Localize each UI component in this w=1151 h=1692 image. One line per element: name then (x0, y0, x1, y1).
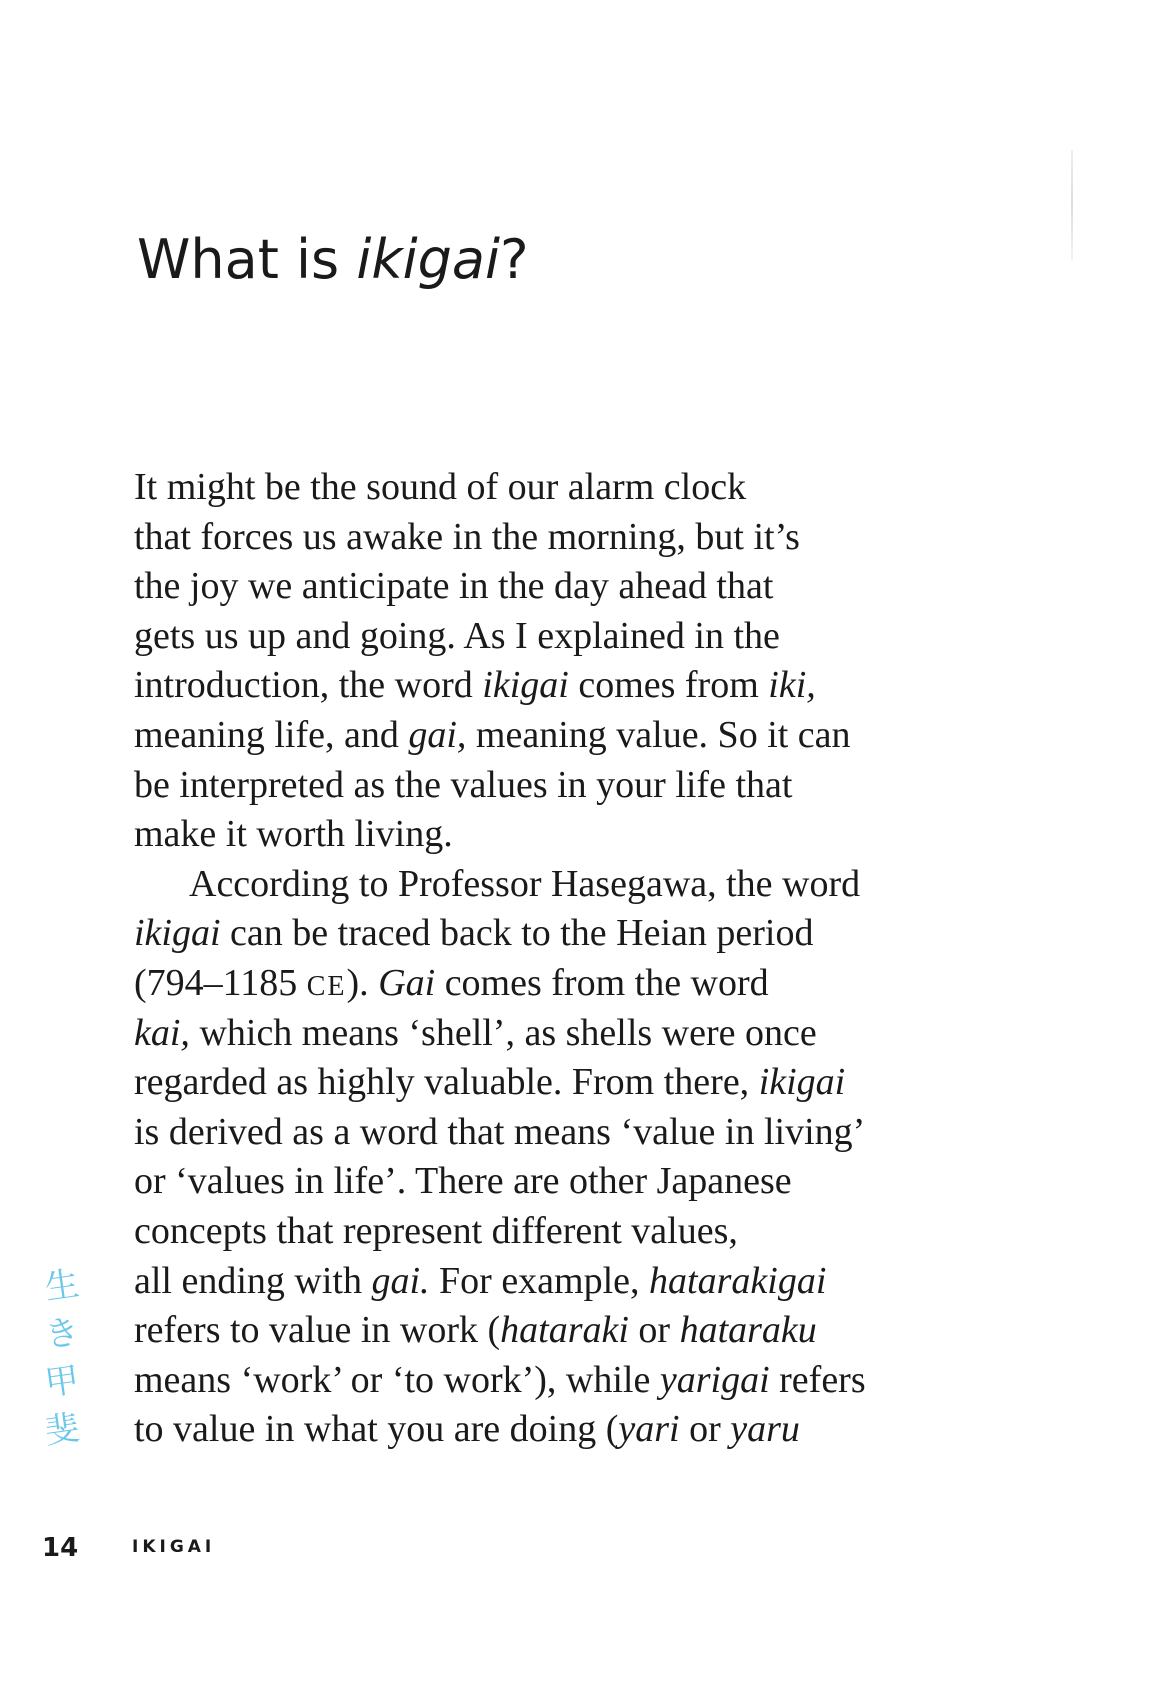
text-span: introduction, the word (134, 664, 483, 707)
text-span: (794–1185 (134, 961, 307, 1004)
text-span: or (628, 1309, 680, 1352)
text-line (134, 711, 1034, 761)
margin-kanji (40, 1262, 84, 1454)
text-span: meaning life, and (134, 713, 409, 756)
text-line (134, 810, 1034, 860)
text-span: make it worth living. (134, 813, 453, 856)
era-abbreviation: CE (306, 970, 347, 1002)
text-span: gets us up and going. As I explained in the (134, 614, 780, 657)
page-edge-mark (1071, 150, 1073, 260)
text-span: or ‘values in life’. There are other Japanese (134, 1160, 792, 1203)
italic-term: ikigai (482, 664, 569, 707)
italic-term: Gai (378, 961, 436, 1004)
text-line (134, 1405, 1034, 1455)
text-line (134, 1257, 1034, 1307)
text-line (134, 661, 1034, 711)
text-line (134, 562, 1034, 612)
heading-suffix: ? (500, 228, 529, 291)
text-span: is derived as a word that means ‘value in living’ (134, 1110, 866, 1153)
text-line (134, 1058, 1034, 1108)
italic-term: gai. (371, 1259, 430, 1302)
text-span: all ending with (134, 1259, 372, 1302)
text-line (134, 1108, 1034, 1158)
text-line (134, 909, 1034, 959)
text-span: meaning value. So it can (466, 713, 851, 756)
text-line (134, 761, 1034, 811)
text-line (134, 1009, 1034, 1059)
kanji-char: き (42, 1311, 82, 1357)
text-line (134, 1356, 1034, 1406)
kanji-char: 生 (42, 1263, 82, 1309)
text-span: ). (346, 961, 379, 1004)
italic-term: hataraki (500, 1309, 629, 1352)
text-line (134, 612, 1034, 662)
text-span: or (679, 1408, 731, 1451)
italic-term: yaru (730, 1408, 800, 1451)
text-span: For example, (429, 1259, 650, 1302)
heading-prefix: What is (137, 228, 357, 291)
italic-term: kai, (134, 1011, 190, 1054)
body-text (134, 463, 1034, 1455)
running-head: IKIGAI (132, 1537, 216, 1557)
text-span: refers (769, 1358, 866, 1401)
text-span: comes from (568, 664, 769, 707)
text-span: that forces us awake in the morning, but it’s (134, 515, 800, 558)
italic-term: hatarakigai (649, 1259, 827, 1302)
text-span: comes from the word (435, 961, 769, 1004)
text-span: concepts that represent different values, (134, 1209, 738, 1252)
kanji-char: 甲 (42, 1359, 82, 1405)
text-line (134, 860, 1034, 910)
kanji-char: 斐 (42, 1407, 82, 1453)
heading-term: ikigai (356, 228, 501, 291)
text-line (134, 513, 1034, 563)
italic-term: gai, (408, 713, 467, 756)
text-line (134, 463, 1034, 513)
page-number: 14 (42, 1533, 79, 1563)
text-span: be interpreted as the values in your life that (134, 763, 793, 806)
text-line (134, 1306, 1034, 1356)
text-line (134, 1207, 1034, 1257)
text-span: which means ‘shell’, as shells were once (189, 1011, 817, 1054)
chapter-heading (137, 228, 529, 292)
italic-term: iki, (768, 664, 816, 707)
italic-term: hataraku (679, 1309, 817, 1352)
text-line (134, 959, 1034, 1009)
italic-term: yari (618, 1408, 680, 1451)
italic-term: yarigai (659, 1358, 770, 1401)
text-span: It might be the sound of our alarm clock (134, 466, 747, 508)
text-span: regarded as highly valuable. From there, (134, 1061, 759, 1104)
text-line (134, 1157, 1034, 1207)
text-span: can be traced back to the Heian period (220, 912, 814, 955)
italic-term: ikigai (758, 1061, 846, 1104)
text-span: the joy we anticipate in the day ahead that (134, 565, 774, 608)
text-span: means ‘work’ or ‘to work’), while (134, 1358, 660, 1401)
text-span: refers to value in work ( (134, 1309, 501, 1352)
italic-term: ikigai (134, 912, 221, 955)
text-span: According to Professor Hasegawa, the word (189, 862, 861, 905)
text-span: to value in what you are doing ( (134, 1408, 619, 1451)
